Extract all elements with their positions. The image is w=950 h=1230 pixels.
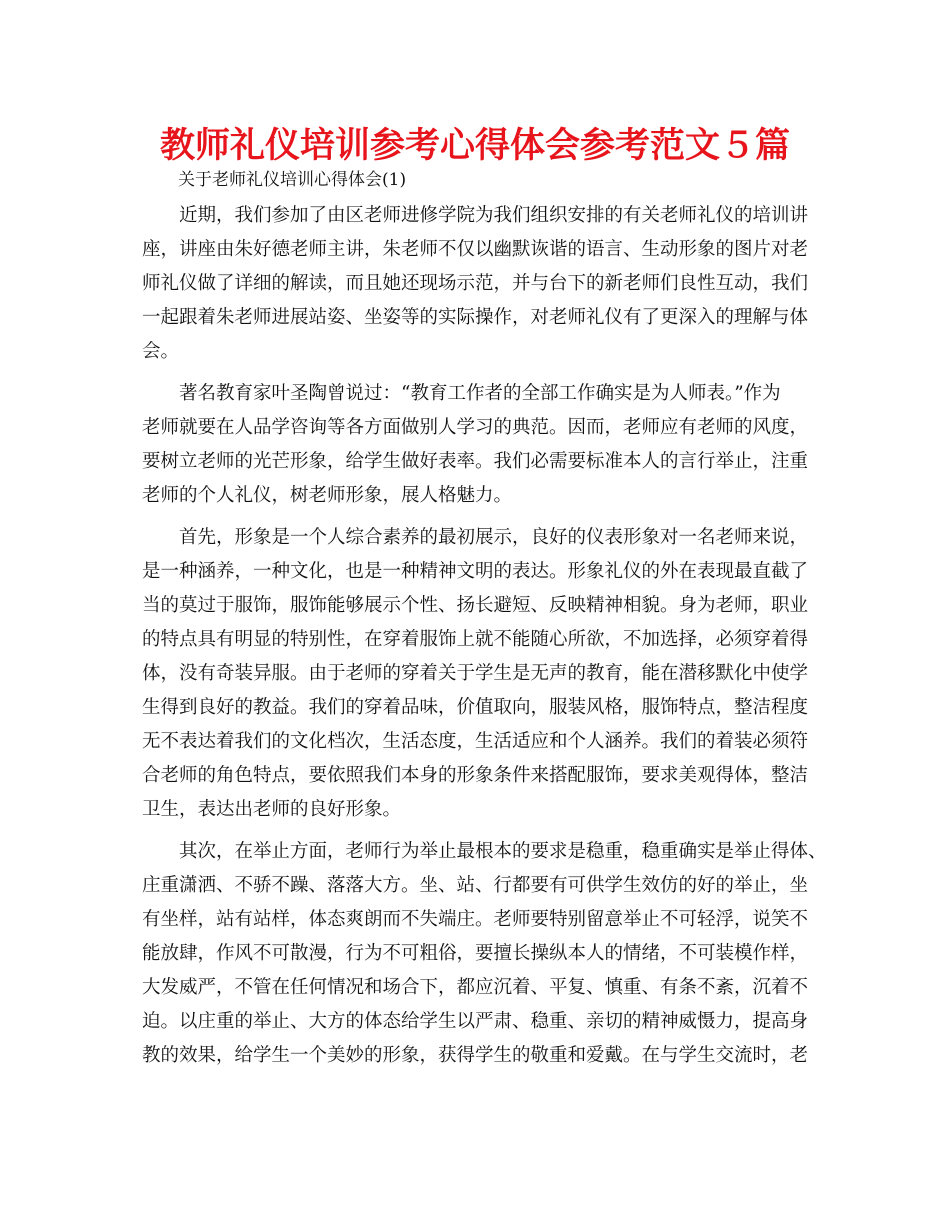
document-body	[142, 199, 827, 1081]
text-line: 卫生，表达出老师的良好形象。	[142, 799, 402, 820]
text-line: 教的效果，给学生一个美妙的形象，获得学生的敬重和爱戴。在与学生交流时，老	[142, 1045, 809, 1066]
text-line: 师礼仪做了详细的解读，而且她还现场示范，并与台下的新老师们良性互动，我们	[142, 273, 809, 294]
text-line: 有坐样，站有站样，体态爽朗而不失端庄。老师要特别留意举止不可轻浮，说笑不	[142, 909, 809, 930]
text-line: 其次，在举止方面，老师行为举止最根本的要求是稳重，稳重确实是举止得体、	[179, 841, 827, 862]
page-title: 教师礼仪培训参考心得体会参考范文５篇	[159, 126, 790, 166]
text-line: 当的莫过于服饰，服饰能够展示个性、扬长避短、反映精神相貌。身为老师，职业	[142, 595, 809, 616]
text-line: 能放肆，作风不可散漫，行为不可粗俗，要擅长操纵本人的情绪，不可装模作样，	[142, 943, 809, 964]
text-line: 无不表达着我们的文化档次，生活态度，生活适应和个人涵养。我们的着装必须符	[142, 731, 809, 752]
text-line: 合老师的角色特点，要依照我们本身的形象条件来搭配服饰，要求美观得体，整洁	[142, 765, 809, 786]
text-line: 要树立老师的光芒形象，给学生做好表率。我们必需要标准本人的言行举止，注重	[142, 451, 809, 472]
text-line: 大发威严，不管在任何情况和场合下，都应沉着、平复、慎重、有条不紊，沉着不	[142, 977, 809, 998]
text-line: 老师的个人礼仪，树老师形象，展人格魅力。	[142, 485, 513, 506]
text-line: 迫。以庄重的举止、大方的体态给学生以严肃、稳重、亲切的精神威慑力，提高身	[142, 1011, 809, 1032]
text-line: 会。	[142, 341, 180, 362]
text-line: 首先，形象是一个人综合素养的最初展示，良好的仪表形象对一名老师来说，	[179, 527, 809, 548]
text-line: 近期，我们参加了由区老师进修学院为我们组织安排的有关老师礼仪的培训讲	[179, 205, 809, 226]
text-line: 座，讲座由朱好德老师主讲，朱老师不仅以幽默诙谐的语言、生动形象的图片对老	[142, 239, 809, 260]
paragraph-4	[142, 835, 827, 1073]
text-line: 体，没有奇装异服。由于老师的穿着关于学生是无声的教育，能在潜移默化中使学	[142, 663, 809, 684]
paragraph-2	[142, 377, 822, 513]
text-line: 的特点具有明显的特别性，在穿着服饰上就不能随心所欲，不加选择，必须穿着得	[142, 629, 809, 650]
text-line: 庄重潇洒、不骄不躁、落落大方。坐、站、行都要有可供学生效仿的好的举止，坐	[142, 875, 809, 896]
text-line: 生得到良好的教益。我们的穿着品味，价值取向，服装风格，服饰特点，整洁程度	[142, 697, 809, 718]
document-subtitle: 关于老师礼仪培训心得体会(1)	[178, 170, 407, 190]
paragraph-1	[142, 199, 822, 369]
text-line: 一起跟着朱老师进展站姿、坐姿等的实际操作，对老师礼仪有了更深入的理解与体	[142, 307, 809, 328]
text-line: 老师就要在人品学咨询等各方面做别人学习的典范。因而，老师应有老师的风度，	[142, 417, 809, 438]
text-line: 著名教育家叶圣陶曾说过：“教育工作者的全部工作确实是为人师表。”作为	[179, 383, 781, 404]
text-line: 是一种涵养，一种文化，也是一种精神文明的表达。形象礼仪的外在表现最直截了	[142, 561, 809, 582]
paragraph-3	[142, 521, 822, 827]
